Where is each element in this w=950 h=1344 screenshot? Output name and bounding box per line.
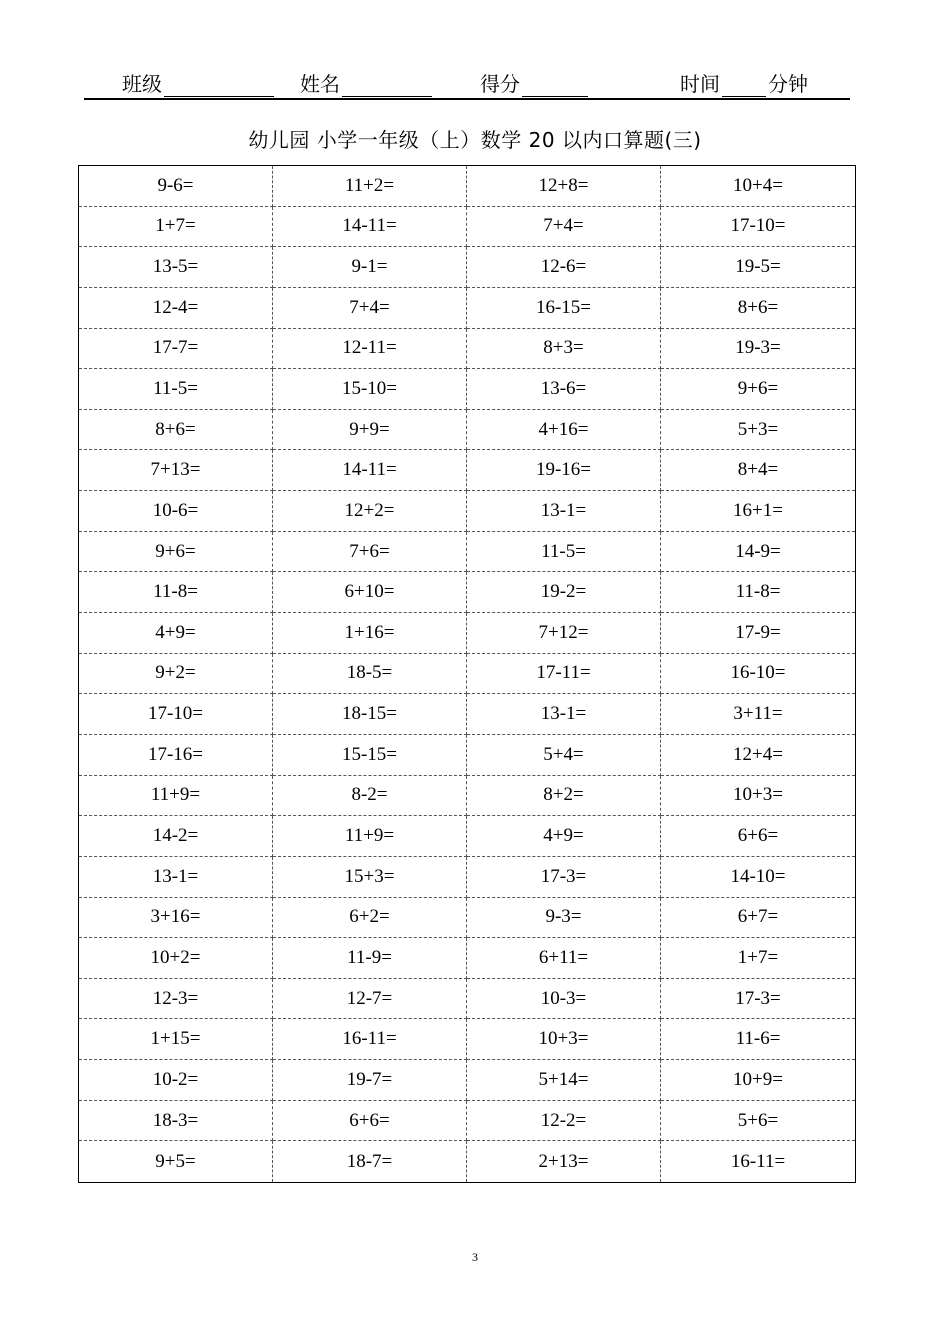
problem-cell: 16-15= (467, 288, 661, 329)
problem-cell: 17-3= (661, 979, 855, 1020)
problem-cell: 8-2= (273, 776, 467, 817)
problem-cell: 16-11= (273, 1019, 467, 1060)
problem-cell: 9-1= (273, 247, 467, 288)
problem-cell: 13-1= (79, 857, 273, 898)
problem-cell: 4+16= (467, 410, 661, 451)
worksheet-title: 幼儿园 小学一年级（上）数学 20 以内口算题(三) (248, 128, 702, 152)
problem-cell: 9-3= (467, 898, 661, 939)
problem-cell: 6+10= (273, 572, 467, 613)
name-label: 姓名 (300, 72, 340, 96)
problem-cell: 17-11= (467, 654, 661, 695)
problem-cell: 9+6= (661, 369, 855, 410)
problem-cell: 9+6= (79, 532, 273, 573)
time-unit: 分钟 (768, 72, 808, 96)
score-label: 得分 (480, 72, 520, 96)
class-label: 班级 (122, 72, 162, 96)
problem-cell: 6+11= (467, 938, 661, 979)
problem-cell: 1+15= (79, 1019, 273, 1060)
problem-cell: 7+4= (467, 207, 661, 248)
problem-cell: 7+6= (273, 532, 467, 573)
problem-cell: 13-5= (79, 247, 273, 288)
problem-cell: 12-6= (467, 247, 661, 288)
problem-cell: 8+6= (661, 288, 855, 329)
problem-cell: 18-5= (273, 654, 467, 695)
problem-cell: 1+16= (273, 613, 467, 654)
score-blank[interactable] (522, 74, 588, 97)
problem-cell: 12+4= (661, 735, 855, 776)
problem-cell: 11-5= (467, 532, 661, 573)
problem-cell: 5+3= (661, 410, 855, 451)
problem-cell: 14-11= (273, 450, 467, 491)
problem-cell: 10+3= (661, 776, 855, 817)
problem-grid (78, 165, 856, 1183)
problem-cell: 17-7= (79, 329, 273, 370)
problem-cell: 18-15= (273, 694, 467, 735)
problem-cell: 5+14= (467, 1060, 661, 1101)
problem-cell: 4+9= (79, 613, 273, 654)
problem-cell: 12-3= (79, 979, 273, 1020)
problem-cell: 11-5= (79, 369, 273, 410)
problem-cell: 7+13= (79, 450, 273, 491)
student-info-header (84, 62, 850, 100)
problem-cell: 10+2= (79, 938, 273, 979)
problem-cell: 19-5= (661, 247, 855, 288)
problem-cell: 17-9= (661, 613, 855, 654)
problem-cell: 17-3= (467, 857, 661, 898)
time-blank[interactable] (722, 74, 766, 97)
problem-cell: 8+3= (467, 329, 661, 370)
problem-cell: 16-11= (730, 1150, 786, 1172)
problem-cell: 19-2= (467, 572, 661, 613)
problem-cell: 10+4= (661, 166, 855, 207)
problem-cell: 12+2= (273, 491, 467, 532)
problem-cell: 12-7= (273, 979, 467, 1020)
problem-cell: 5+4= (467, 735, 661, 776)
problem-cell: 10+3= (467, 1019, 661, 1060)
problem-cell: 18-3= (79, 1101, 273, 1142)
problem-cell: 3+16= (79, 898, 273, 939)
problem-cell: 12+8= (467, 166, 661, 207)
problem-cell: 14-10= (661, 857, 855, 898)
problem-cell: 6+6= (661, 816, 855, 857)
problem-cell: 11-8= (79, 572, 273, 613)
problem-cell: 17-10= (79, 694, 273, 735)
problem-cell: 11-6= (661, 1019, 855, 1060)
problem-cell: 6+2= (273, 898, 467, 939)
problem-cell: 13-1= (467, 694, 661, 735)
problem-cell: 19-7= (273, 1060, 467, 1101)
problem-cell: 15-15= (273, 735, 467, 776)
problem-cell: 13-6= (467, 369, 661, 410)
problem-cell: 17-16= (79, 735, 273, 776)
problem-cell: 9+5= (79, 1141, 273, 1182)
name-blank[interactable] (342, 74, 432, 97)
problem-cell: 11-9= (273, 938, 467, 979)
problem-cell: 12-2= (467, 1101, 661, 1142)
problem-cell: 1+7= (79, 207, 273, 248)
problem-cell: 8+6= (79, 410, 273, 451)
page-number: 3 (472, 1250, 478, 1264)
problem-cell: 16-10= (661, 654, 855, 695)
class-blank[interactable] (164, 74, 274, 97)
problem-cell: 5+6= (661, 1101, 855, 1142)
score-field[interactable] (480, 68, 588, 97)
problem-cell: 19-3= (661, 329, 855, 370)
problem-cell: 14-9= (661, 532, 855, 573)
problem-cell: 8+4= (661, 450, 855, 491)
problem-cell: 10-3= (467, 979, 661, 1020)
problem-cell: 15-10= (273, 369, 467, 410)
problem-cell: 14-2= (79, 816, 273, 857)
problem-cell: 11-8= (661, 572, 855, 613)
problem-cell: 6+6= (273, 1101, 467, 1142)
problem-cell: 11+2= (273, 166, 467, 207)
problem-cell: 7+4= (273, 288, 467, 329)
problem-cell: 17-10= (661, 207, 855, 248)
problem-cell: 2+13= (467, 1141, 661, 1182)
problem-cell: 8+2= (467, 776, 661, 817)
name-field[interactable] (300, 68, 432, 97)
problem-cell: 10+9= (661, 1060, 855, 1101)
problem-cell: 14-11= (273, 207, 467, 248)
problem-cell: 3+11= (661, 694, 855, 735)
time-label: 时间 (680, 72, 720, 96)
problem-cell: 7+12= (467, 613, 661, 654)
problem-cell: 6+7= (661, 898, 855, 939)
problem-cell: 12-4= (79, 288, 273, 329)
problem-cell: 11+9= (79, 776, 273, 817)
problem-cell: 9+9= (273, 410, 467, 451)
problem-cell: 1+7= (661, 938, 855, 979)
problem-cell: 13-1= (467, 491, 661, 532)
problem-cell: 15+3= (273, 857, 467, 898)
problem-cell: 16+1= (661, 491, 855, 532)
problem-cell: 19-16= (467, 450, 661, 491)
problem-cell: 4+9= (467, 816, 661, 857)
problem-cell: 18-7= (273, 1141, 467, 1182)
time-field[interactable] (680, 68, 808, 97)
problem-cell: 11+9= (273, 816, 467, 857)
class-field[interactable] (122, 68, 274, 97)
problem-cell: 9-6= (79, 166, 273, 207)
problem-cell: 10-6= (79, 491, 273, 532)
problem-cell: 10-2= (79, 1060, 273, 1101)
problem-cell: 12-11= (273, 329, 467, 370)
problem-cell: 9+2= (79, 654, 273, 695)
